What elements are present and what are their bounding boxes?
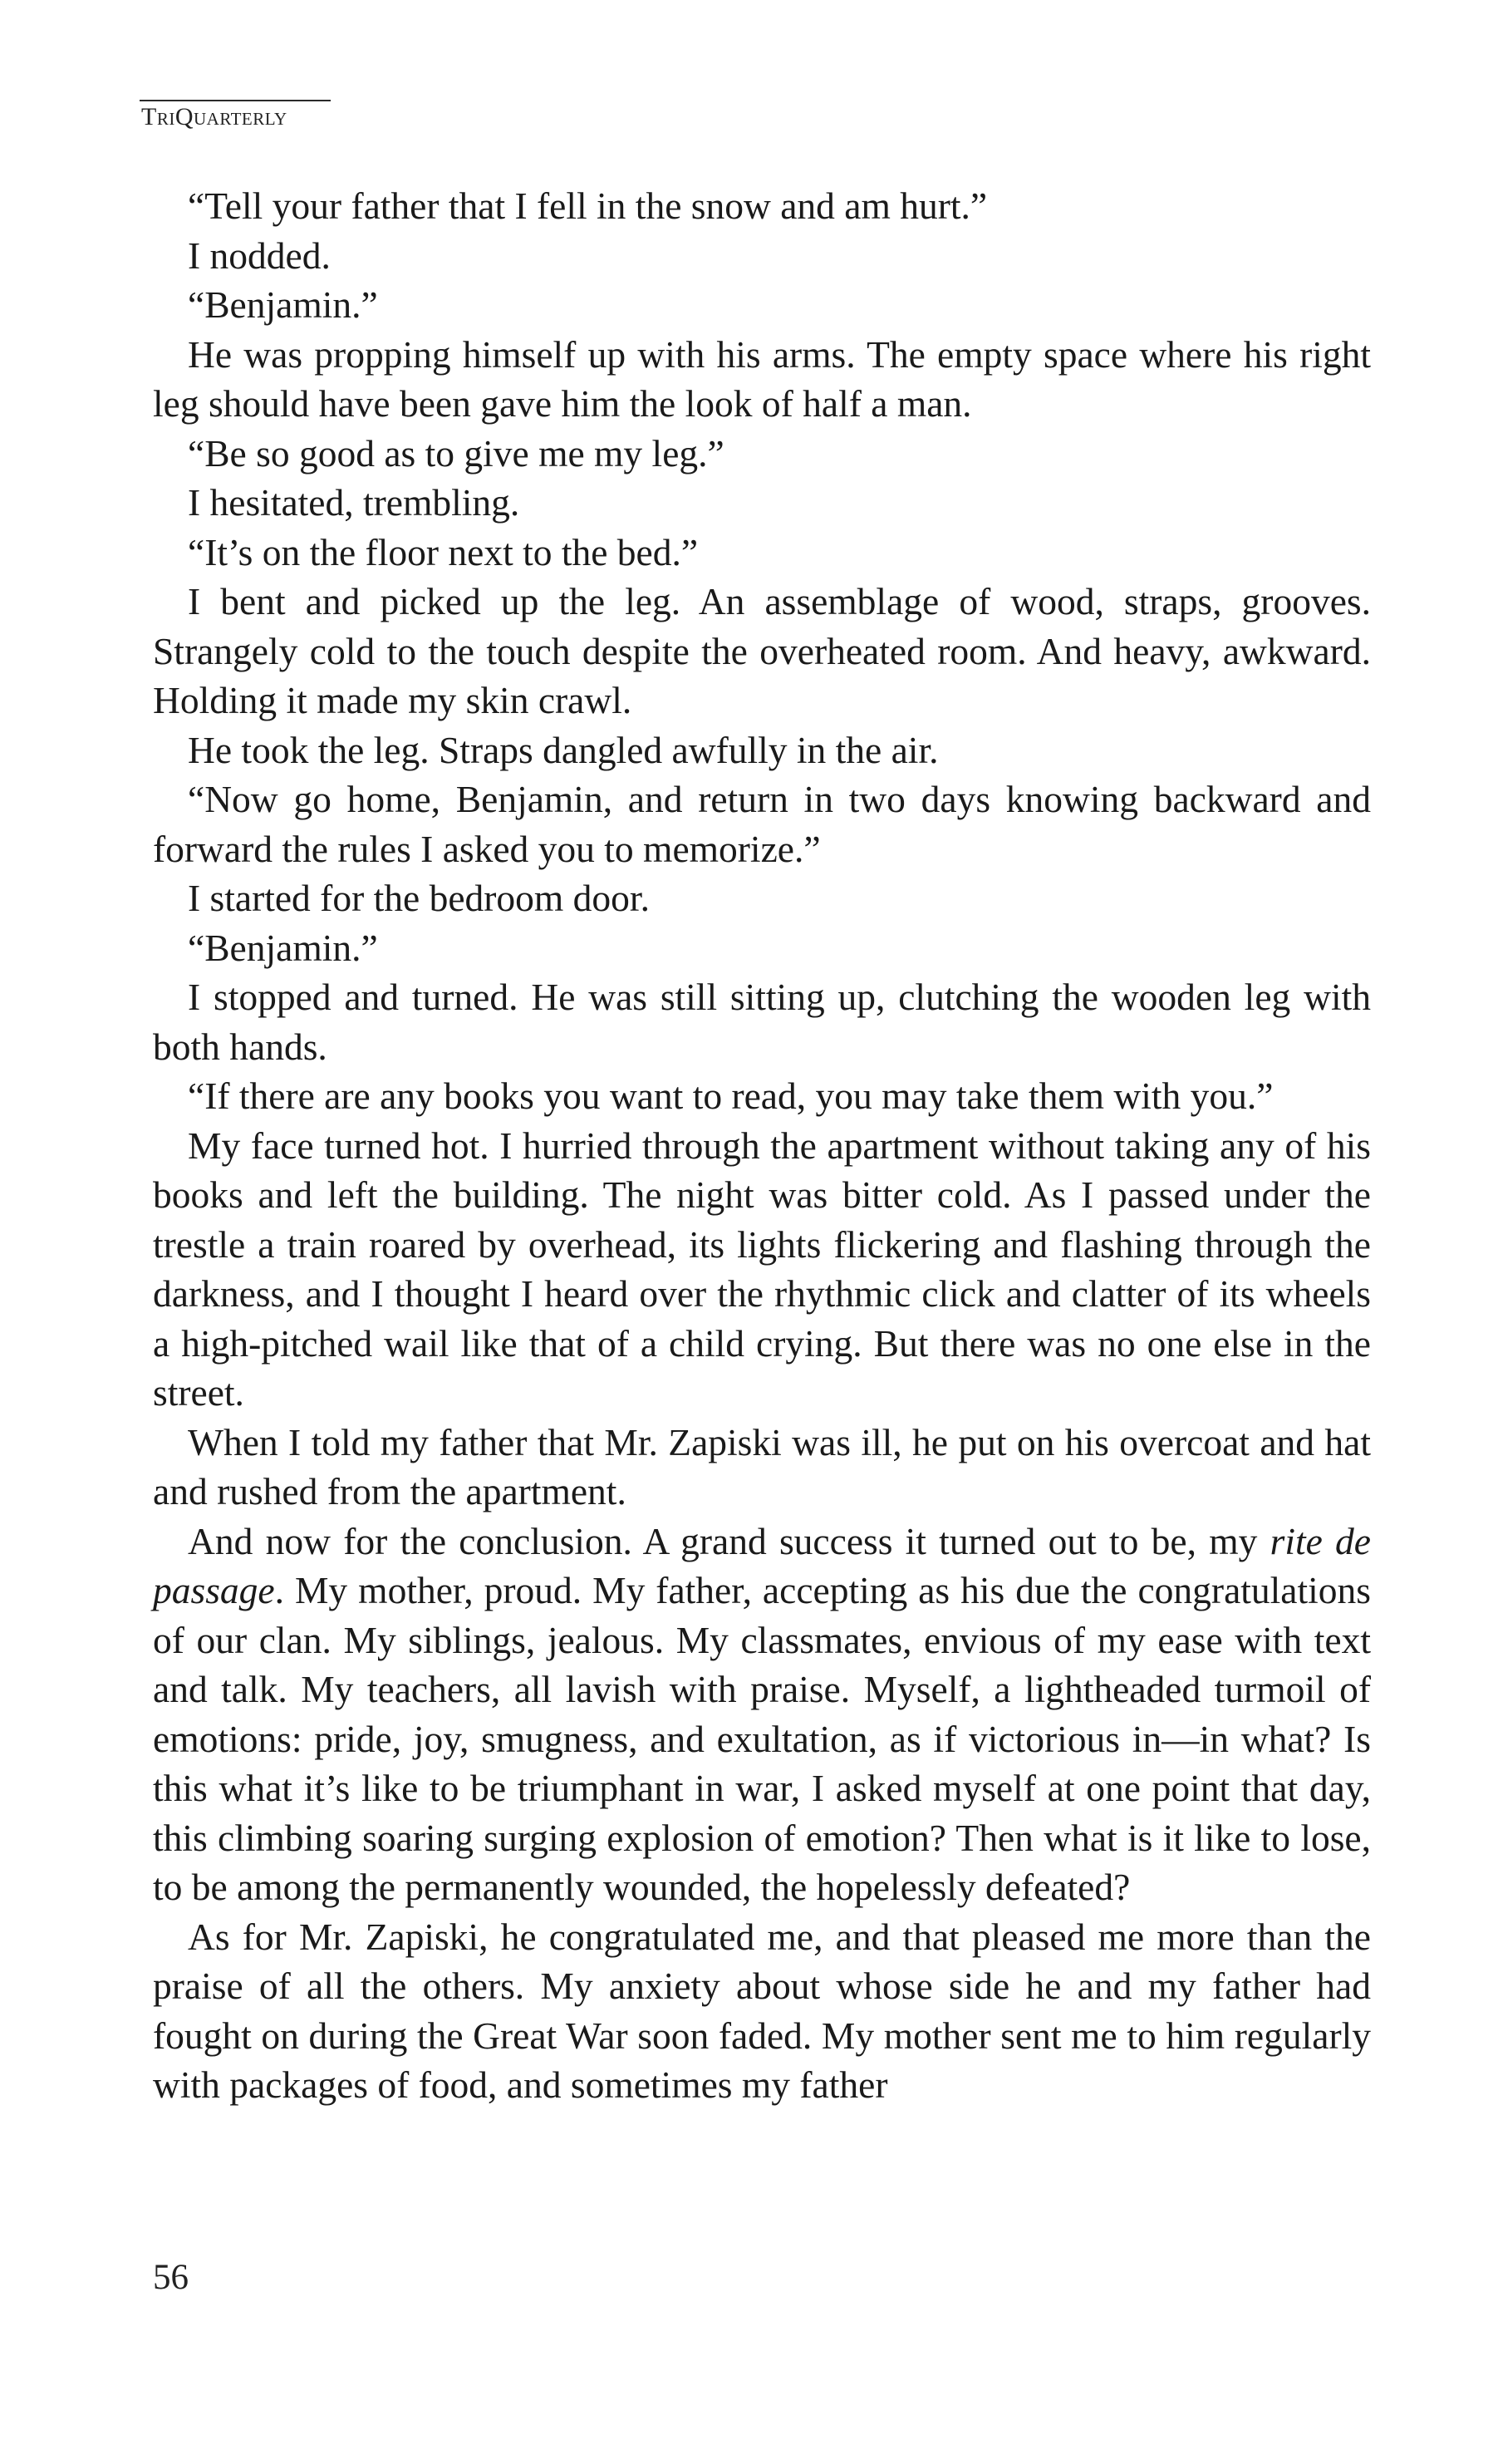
paragraph-text: And now for the conclusion. A grand success it turned out to be, my: [188, 1519, 1270, 1562]
paragraph: “Be so good as to give me my leg.”: [188, 431, 724, 475]
paragraph: “Benjamin.”: [188, 283, 378, 326]
paragraph: He was propping himself up with his arms. The empty space where his right leg should have been gave him the look of half a man.: [153, 332, 1371, 425]
paragraph: My face turned hot. I hurried through the apartment without taking any of his books and left the building. The night was bitter cold. As I passed under the trestle a train roared by overhead, its lights flickering and flashing through the darkness, and I thought I heard over the rhythmic click and clatter of its wheels a high-pitched wail like that of a child crying. But there was no one else in the street.: [153, 1124, 1371, 1414]
running-head: TriQuarterly: [141, 103, 287, 130]
paragraph: “Now go home, Benjamin, and return in two days knowing backward and forward the rules I asked you to memorize.”: [153, 778, 1371, 870]
paragraph: When I told my father that Mr. Zapiski was ill, he put on his overcoat and hat and rushed from the apartment.: [153, 1420, 1371, 1512]
paragraph: I started for the bedroom door.: [188, 877, 650, 919]
paragraph: He took the leg. Straps dangled awfully in the air.: [188, 728, 939, 771]
paragraph: “Benjamin.”: [188, 926, 378, 969]
paragraph: “It’s on the floor next to the bed.”: [188, 530, 699, 573]
header-rule: [140, 100, 331, 101]
body-text: [153, 181, 1371, 2110]
paragraph: I hesitated, trembling.: [188, 481, 520, 524]
paragraph: I stopped and turned. He was still sitting up, clutching the wooden leg with both hands.: [153, 976, 1371, 1068]
paragraph: I bent and picked up the leg. An assemblage of wood, straps, grooves. Strangely cold to the touch despite the overheated room. And heavy, awkward. Holding it made my skin crawl.: [153, 580, 1371, 721]
paragraph: [153, 1517, 1371, 1912]
paragraph-text: . My mother, proud. My father, accepting as his due the congratulations of our clan. My siblings, jealous. My classmates, envious of my ease with text and talk. My teachers, all lavish with praise. Myself, a lightheaded turmoil of emotions: pride, joy, smugness, and exultation, as if victorious in—in what? Is this what it’s like to be triumphant in war, I asked myself at one point that day, this climbing soaring surging explosion of emotion? Then what is it like to lose, to be among the permanently wounded, the hopelessly defeated?: [153, 1569, 1371, 1908]
paragraph: “If there are any books you want to read, you may take them with you.”: [188, 1075, 1274, 1117]
page-number: 56: [153, 2258, 189, 2297]
paragraph: I nodded.: [188, 234, 331, 277]
paragraph: “Tell your father that I fell in the snow and am hurt.”: [188, 184, 988, 227]
italic-phrase: rite de passage: [153, 1519, 1371, 1611]
paragraph: As for Mr. Zapiski, he congratulated me, and that pleased me more than the praise of all the others. My anxiety about whose side he and my father had fought on during the Great War soon faded. My mother sent me to him regularly with packages of food, and sometimes my father: [153, 1915, 1371, 2106]
